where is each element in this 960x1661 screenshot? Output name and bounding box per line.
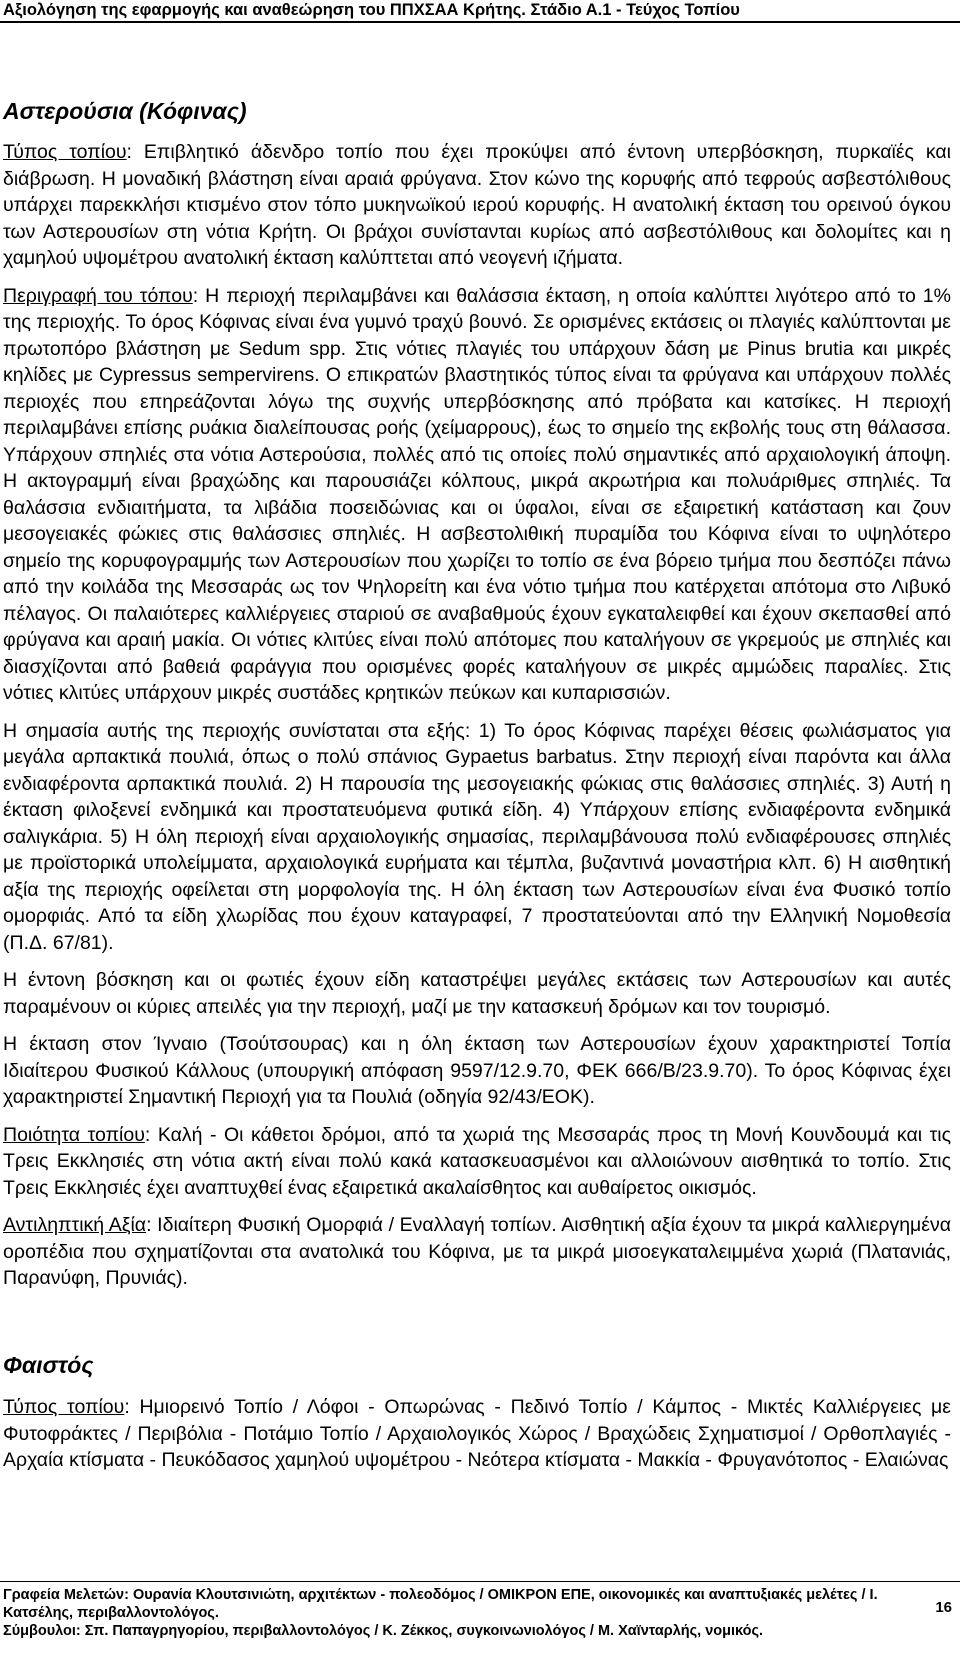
label-phaistos-landscape-type: Τύπος τοπίου xyxy=(3,1396,125,1418)
paragraph-protection: Η έκταση στον Ίγναιο (Τσούτσουρας) και η όλη έκταση των Αστερουσίων έχουν χαρακτηριστεί Τοπία Ιδιαίτερου Φυσικού Κάλλους (υπουργική απόφαση 9597/12.9.70, ΦΕΚ 666/Β/23.9.70). Το όρος Κόφινας έχει χαρακτηριστεί Σημαντική Περιοχή για τα Πουλιά (οδηγία 92/43/ΕΟΚ). xyxy=(3,1033,951,1108)
text-perceptual-value: : Ιδιαίτερη Φυσική Ομορφιά / Εναλλαγή τοπίων. Αισθητική αξία έχουν τα μικρά καλλιεργημένα οροπέδια που σχηματίζονται στα ανατολικά του Κόφινα, με τα μικρά μισοεγκαταλειμμένα χωριά (Πλατανιάς, Παρανύφη, Πρυνιάς). xyxy=(3,1214,951,1289)
section-title-phaistos: Φαιστός xyxy=(3,1352,94,1378)
label-landscape-type: Τύπος τοπίου xyxy=(3,141,127,163)
footer-consultants: Σύμβουλοι: Σπ. Παπαγρηγορίου, περιβαλλοντολόγος / Κ. Ζέκκος, συγκοινωνιολόγος / Μ. Χαϊνταρλής, νομικός. xyxy=(3,1623,764,1639)
paragraph-threats: Η έντονη βόσκηση και οι φωτιές έχουν είδη καταστρέψει μεγάλες εκτάσεις των Αστερουσίων και αυτές παραμένουν οι κύριες απειλές για την περιοχή, μαζί με την κατασκευή δρόμων και τον τουρισμό. xyxy=(3,969,951,1018)
section-body-phaistos xyxy=(3,1394,951,1485)
footer-rule xyxy=(0,1581,960,1582)
section-title-asterousia: Αστερούσια (Κόφινας) xyxy=(3,98,247,124)
text-place-description: : Η περιοχή περιλαμβάνει και θαλάσσια έκταση, η οποία καλύπτει λιγότερο από το 1% της περιοχής. Το όρος Κόφινας είναι ένα γυμνό τραχύ βουνό. Σε ορισμένες εκτάσεις οι πλαγιές καλύπτονται με πρωτοπόρο βλάστηση με Sedum spp. Στις νότιες πλαγιές του υπάρχουν δάση με Pinus brutia και μικρές κηλίδες με Cypressus sempervirens. Ο επικρατών βλαστητικός τύπος είναι τα φρύγανα και υπάρχουν πολλές περιοχές που επηρεάζονται λόγω της συχνής υπερβόσκησης από πρόβατα και κατσίκες. Η περιοχή περιλαμβάνει επίσης ρυάκια διαλείπουσας ροής (χείμαρρους), έως το σημείο της εκβολής τους στη θάλασσα. Υπάρχουν σπηλιές στα νότια Αστερούσια, πολλές από τις οποίες πολύ σημαντικές από αρχαιολογική άποψη. Η ακτογραμμή είναι βραχώδης και παρουσιάζει κόλπους, μικρά ακρωτήρια και πολυάριθμες σπηλιές. Τα θαλάσσια ενδιαιτήματα, τα λιβάδια ποσειδώνιας και οι ύφαλοι, είναι σε εξαιρετική κατάσταση και ζουν μεσογειακές φώκιες στις θαλάσσιες σπηλιές. Η ασβεστολιθική πυραμίδα του Κόφινα είναι το υψηλότερο σημείο της κορυφογραμμής των Αστερουσίων που χωρίζει το τοπίο σε ένα βόρειο τμήμα που δεσπόζει πάνω από την κοιλάδα της Μεσσαράς ως τον Ψηλορείτη και ένα νότιο τμήμα που κατέρχεται απότομα στο Λιβυκό πέλαγος. Οι παλαιότερες καλλιέργειες σταριού σε αναβαθμούς έχουν εγκαταλειφθεί και έχουν σκεπασθεί από φρύγανα και αραιή μακία. Οι νότιες κλιτύες είναι πολύ απότομες που καταλήγουν σε γκρεμούς με σπηλιές και διασχίζονται από βαθειά φαράγγια που ορισμένες φορές καταλήγουν σε μικρές αμμώδεις παραλίες. Στις νότιες κλιτύες υπάρχουν μικρές συστάδες κρητικών πεύκων και κυπαρισσιών. xyxy=(3,284,951,704)
text-phaistos-landscape-type: : Ημιορεινό Τοπίο / Λόφοι - Οπωρώνας - Πεδινό Τοπίο / Κάμπος - Μικτές Καλλιέργειες με Φυτοφράκτες / Περιβόλια - Ποτάμιο Τοπίο / Αρχαιολογικός Χώρος / Βραχώδεις Σχηματισμοί / Ορθοπλαγιές - Αρχαία κτίσματα - Πευκόδασος χαμηλού υψομέτρου - Νεότερα κτίσματα - Μακκία - Φρυγανότοπος - Ελαιώνας xyxy=(3,1396,951,1471)
page-footer xyxy=(3,1586,903,1640)
page-number: 16 xyxy=(935,1599,952,1616)
paragraph-place-description xyxy=(3,283,951,707)
section-body-asterousia xyxy=(3,139,951,1303)
text-landscape-type: : Επιβλητικό άδενδρο τοπίο που έχει προκύψει από έντονη υπερβόσκηση, πυρκαϊές και διάβρωση. Η μοναδική βλάστηση είναι αραιά φρύγανα. Στον κώνο της κορυφής από τεφρούς ασβεστόλιθους υπάρχει παρεκκλήσι κτισμένο στον τόπο μυκηνωϊκού ιερού κορυφής. Η ανατολική έκταση του ορεινού όγκου των Αστερουσίων στη νότια Κρήτη. Οι βράχοι συνίστανται κυρίως από ασβεστόλιθους και δολομίτες και η χαμηλού υψομέτρου ανατολική έκταση καλύπτεται από νεογενή ιζήματα. xyxy=(3,141,952,269)
text-landscape-quality: : Καλή - Οι κάθετοι δρόμοι, από τα χωριά της Μεσσαράς προς τη Μονή Κουνδουμά και τις Τρεις Εκκλησιές στη νότια ακτή είναι πολύ κακά κατασκευασμένοι και αλλοιώνουν αισθητικά το τοπίο. Στις Τρεις Εκκλησιές έχει αναπτυχθεί ένας εξαιρετικά ακαλαίσθητος και αυθαίρετος οικισμός. xyxy=(3,1123,951,1199)
label-landscape-quality: Ποιότητα τοπίου xyxy=(3,1123,145,1146)
footer-offices: Γραφεία Μελετών: Ουρανία Κλουτσινιώτη, αρχιτέκτων - πολεοδόμος / ΟΜΙΚΡΟΝ ΕΠΕ, οικονομικές και αναπτυξιακές μελέτες / Ι. Κατσέλης, περιβαλλοντολόγος. xyxy=(3,1587,878,1621)
label-place-description: Περιγραφή του τόπου xyxy=(3,284,193,307)
paragraph-landscape-type xyxy=(3,139,951,272)
label-perceptual-value: Αντιληπτική Αξία xyxy=(3,1214,147,1236)
header-rule xyxy=(0,21,960,23)
paragraph-phaistos-landscape-type xyxy=(3,1394,951,1474)
paragraph-significance: Η σημασία αυτής της περιοχής συνίσταται στα εξής: 1) Το όρος Κόφινας παρέχει θέσεις φωλιάσματος για μεγάλα αρπακτικά πουλιά, όπως ο πολύ σπάνιος Gypaetus barbatus. Στην περιοχή είναι παρόντα και άλλα ενδιαφέροντα αρπακτικά πουλιά. 2) Η παρουσία της μεσογειακής φώκιας στις θαλάσσιες σπηλιές. 3) Αυτή η έκταση φιλοξενεί ενδημικά και προστατευόμενα φυτικά είδη. 4) Υπάρχουν επίσης ενδιαφέροντα ενδημικά σαλιγκάρια. 5) Η όλη περιοχή είναι αρχαιολογικής σημασίας, περιλαμβάνουσα πολύ ενδιαφέρουσες σπηλιές με προϊστορικά υπολείμματα, αρχαιολογικά ευρήματα και τέμπλα, βυζαντινά μοναστήρια κλπ. 6) Η αισθητική αξία της περιοχής οφείλεται στη μορφολογία της. Η όλη έκταση των Αστερουσίων είναι ένα Φυσικό τοπίο ομορφιάς. Από τα είδη χλωρίδας που έχουν καταγραφεί, 7 προστατεύονται από την Ελληνική Νομοθεσία (Π.Δ. 67/81). xyxy=(3,719,951,954)
paragraph-perceptual-value xyxy=(3,1212,951,1292)
paragraph-landscape-quality xyxy=(3,1122,951,1202)
running-header: Αξιολόγηση της εφαρμογής και αναθεώρηση του ΠΠΧΣΑΑ Κρήτης. Στάδιο Α.1 - Τεύχος Τοπίου xyxy=(3,1,740,19)
